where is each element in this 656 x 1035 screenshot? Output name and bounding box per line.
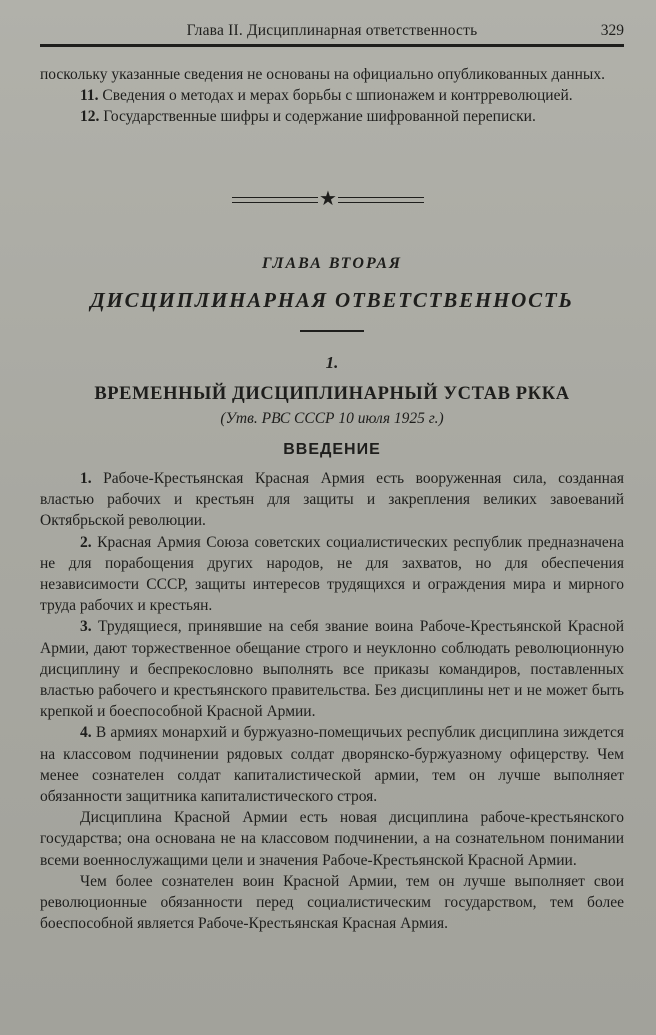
- star-divider: [232, 186, 424, 211]
- item-text: Сведения о методах и мерах борьбы с шпионажем и контрреволюцией.: [98, 87, 573, 105]
- section-title: ВРЕМЕННЫЙ ДИСЦИПЛИНАРНЫЙ УСТАВ РККА: [94, 384, 570, 404]
- running-head: Глава II. Дисциплинарная ответственность: [186, 22, 478, 39]
- paragraph-text: В армиях монархий и буржуазно-помещичьих республик дисциплина зиждется на классовом подчинении рядовых солдат дворянско-буржуазному офицерству. Чем менее сознателен солдат капиталистической армии, тем он лучше выполняет обязанности защитника капиталистического строя.: [40, 724, 624, 806]
- paragraph-3: [40, 616, 624, 722]
- paragraph-4: [40, 722, 624, 807]
- paragraph-number: 3.: [80, 618, 92, 636]
- page-header: [40, 14, 624, 47]
- divider-rule-left: [232, 197, 318, 203]
- title-rule: [300, 330, 364, 332]
- paragraph-text: Красная Армия Союза советских социалистических республик предназначена не для порабощения других народов, не для захватов, но для обеспечения независимости СССР, защиты интересов трудящихся и ограждения мира и мирного труда рабочих и крестьян.: [40, 533, 624, 615]
- paragraph-number: 2.: [80, 533, 92, 551]
- approval-note: (Утв. РВС СССР 10 июля 1925 г.): [220, 410, 444, 427]
- paragraph-number: 1.: [80, 470, 92, 487]
- paragraph-5: [40, 807, 624, 871]
- paragraph-text: Чем более сознателен воин Красной Армии, тем он лучше выполняет свои революционные обязанности перед социалистическим государством, тем более боеспособной является Рабоче-Крестьянская Красная Армия.: [40, 872, 624, 933]
- page-number: 329: [600, 22, 624, 39]
- paragraph-text: Дисциплина Красной Армии есть новая дисциплина рабоче-крестьянского государства; она основана не на классовом подчинении, а на сознательном понимании всеми военнослужащими цели и значения Рабоче-Крестьянской Красной Армии.: [40, 809, 624, 869]
- continuation-paragraph: поскольку указанные сведения не основаны на официально опубликованных данных.: [40, 66, 605, 83]
- top-text: [40, 64, 624, 128]
- paragraph-1: [40, 468, 624, 532]
- paragraph-number: 4.: [80, 724, 92, 742]
- item-number: 12.: [80, 108, 100, 126]
- item-number: 11.: [80, 87, 99, 105]
- item-12: [40, 106, 624, 127]
- section-number: 1.: [325, 353, 339, 372]
- paragraph-text: Трудящиеся, принявшие на себя звание воина Рабоче-Крестьянской Красной Армии, дают торжественное обещание строго и неуклонно соблюдать революционную дисциплину и беспрекословно выполнять все приказы командиров, поставленных властью рабочего и крестьянского правительства. Без дисциплины нет и не может быть крепкой и боеспособной Красной Армии.: [40, 618, 624, 721]
- star-icon: ★: [319, 186, 337, 210]
- introduction-heading: ВВЕДЕНИЕ: [283, 441, 381, 458]
- item-11: [40, 85, 624, 106]
- chapter-title: ДИСЦИПЛИНАРНАЯ ОТВЕТСТВЕННОСТЬ: [90, 288, 574, 312]
- body-text: [40, 468, 624, 934]
- paragraph-6: [40, 871, 624, 935]
- divider-rule-right: [338, 197, 424, 203]
- paragraph-text: Рабоче-Крестьянская Красная Армия есть вооруженная сила, созданная властью рабочих и крестьян для защиты и закрепления великих завоеваний Октябрьской революции.: [40, 470, 624, 530]
- chapter-label: ГЛАВА ВТОРАЯ: [261, 255, 403, 272]
- paragraph-2: [40, 532, 624, 617]
- item-text: Государственные шифры и содержание шифрованной переписки.: [99, 108, 536, 126]
